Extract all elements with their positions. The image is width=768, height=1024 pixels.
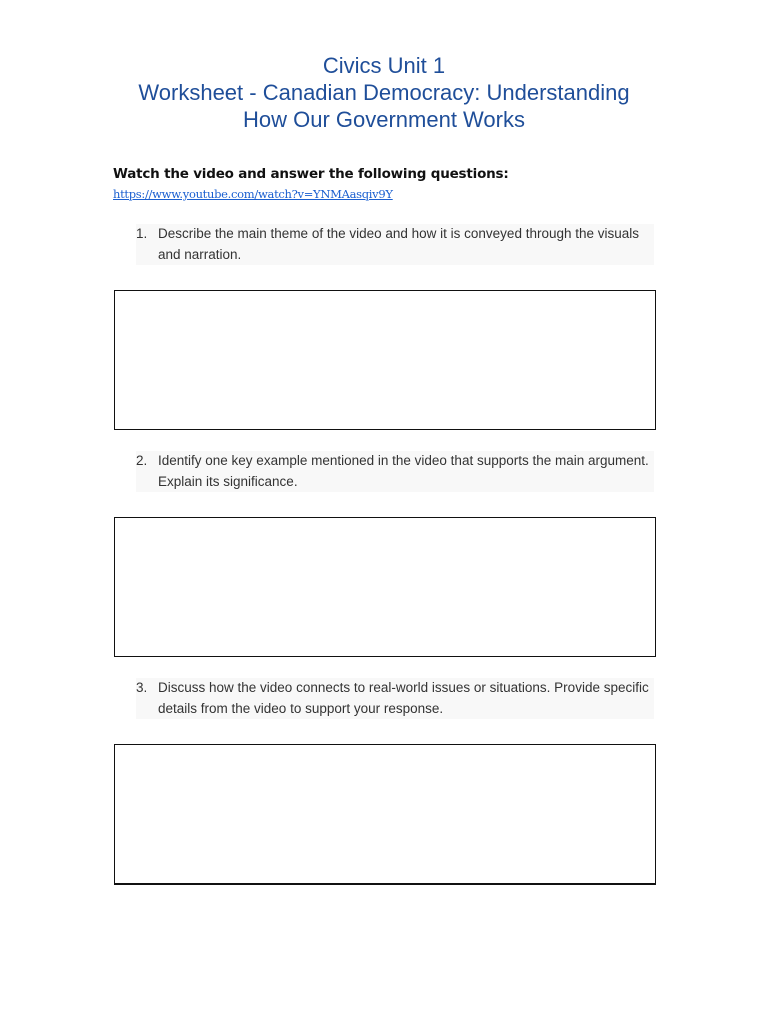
question-2 <box>136 451 654 492</box>
instructions-heading: Watch the video and answer the following questions: <box>113 166 509 182</box>
question-number: 3. <box>136 680 148 695</box>
question-1 <box>136 224 654 265</box>
worksheet-title <box>0 52 768 133</box>
question-number: 2. <box>136 453 148 468</box>
title-line-1: Civics Unit 1 <box>322 53 446 78</box>
question-3 <box>136 678 654 719</box>
answer-box-2[interactable] <box>114 517 656 657</box>
question-number: 1. <box>136 226 148 241</box>
answer-box-1[interactable] <box>114 290 656 430</box>
title-line-3: How Our Government Works <box>242 107 525 132</box>
answer-box-3[interactable] <box>114 744 656 885</box>
title-line-2: Worksheet - Canadian Democracy: Understanding <box>138 80 630 105</box>
question-text: Discuss how the video connects to real-world issues or situations. Provide specific details from the video to support your response. <box>158 680 649 716</box>
question-text: Identify one key example mentioned in the video that supports the main argument. Explain its significance. <box>158 453 649 489</box>
question-text: Describe the main theme of the video and how it is conveyed through the visuals and narration. <box>158 226 640 262</box>
video-link[interactable]: https://www.youtube.com/watch?v=YNMAasqiv9Y <box>113 187 393 201</box>
